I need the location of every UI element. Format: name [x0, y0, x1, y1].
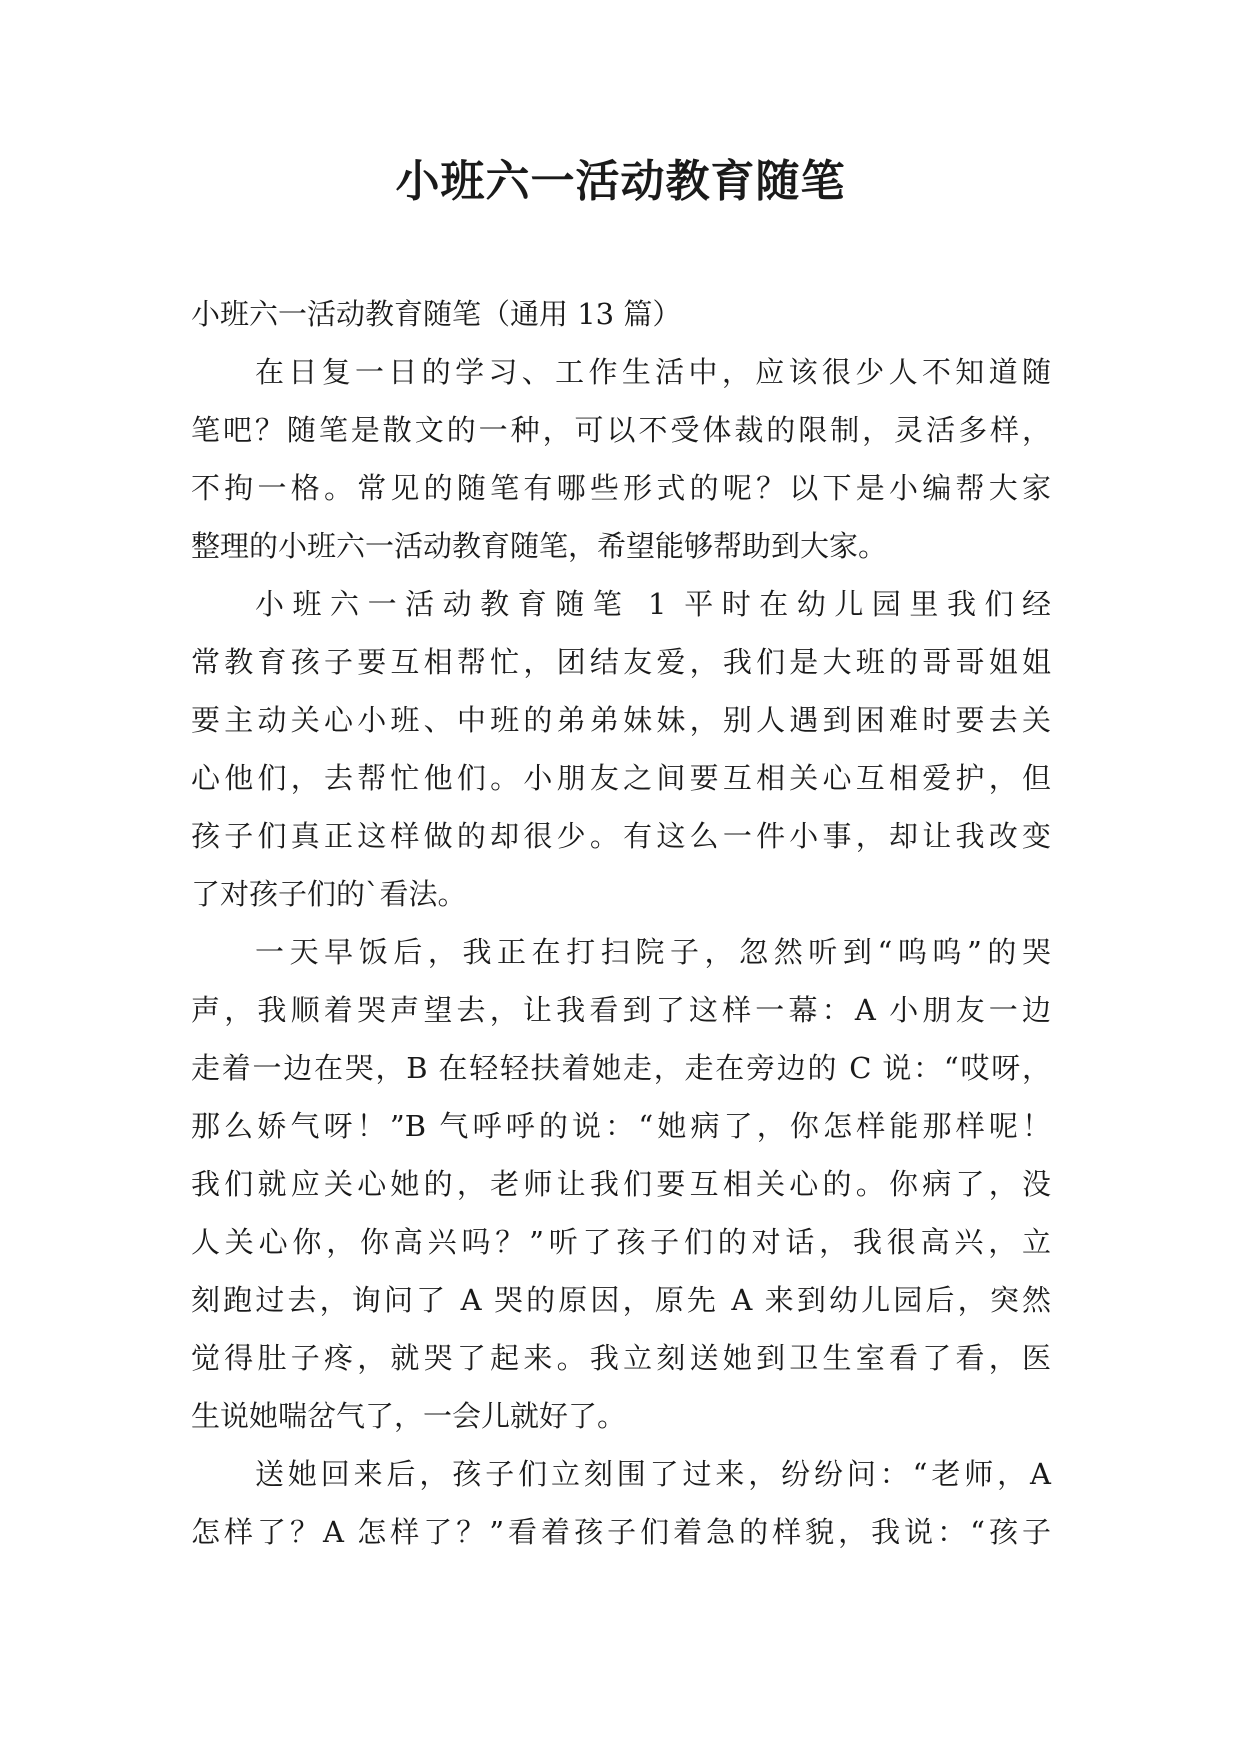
- text-line: 在日复一日的学习、工作生活中，应该很少人不知道随: [255, 355, 1051, 389]
- document-title: 小班六一活动教育随笔: [395, 156, 846, 207]
- text-line: 心他们，去帮忙他们。小朋友之间要互相关心互相爱护，但: [191, 761, 1051, 795]
- text-line: 刻跑过去，询问了 A 哭的原因，原先 A 来到幼儿园后，突然: [191, 1283, 1051, 1317]
- text-line: 觉得肚子疼，就哭了起来。我立刻送她到卫生室看了看，医: [191, 1341, 1051, 1375]
- text-line: 不拘一格。常见的随笔有哪些形式的呢？以下是小编帮大家: [191, 471, 1051, 505]
- text-line: 走着一边在哭，B 在轻轻扶着她走，走在旁边的 C 说：“哎呀，: [191, 1051, 1051, 1085]
- text-line: 声，我顺着哭声望去，让我看到了这样一幕：A 小朋友一边: [191, 993, 1051, 1027]
- text-line: 人关心你，你高兴吗？”听了孩子们的对话，我很高兴，立: [191, 1225, 1051, 1259]
- text-line: 生说她喘岔气了，一会儿就好了。: [191, 1399, 627, 1433]
- text-line: 小班六一活动教育随笔（通用 13 篇）: [191, 297, 682, 331]
- text-line: 孩子们真正这样做的却很少。有这么一件小事，却让我改变: [191, 819, 1051, 853]
- text-line: 怎样了？A 怎样了？”看着孩子们着急的样貌，我说：“孩子: [191, 1515, 1051, 1549]
- text-line: 常教育孩子要互相帮忙，团结友爱，我们是大班的哥哥姐姐: [191, 645, 1051, 679]
- text-line: 整理的小班六一活动教育随笔，希望能够帮助到大家。: [191, 529, 888, 563]
- text-line: 小班六一活动教育随笔 1 平时在幼儿园里我们经: [255, 587, 1051, 621]
- text-line: 要主动关心小班、中班的弟弟妹妹，别人遇到困难时要去关: [191, 703, 1051, 737]
- document-body: [191, 285, 1051, 1561]
- text-line: 一天早饭后，我正在打扫院子，忽然听到“呜呜”的哭: [255, 935, 1051, 969]
- text-line: 我们就应关心她的，老师让我们要互相关心的。你病了，没: [191, 1167, 1051, 1201]
- text-line: 了对孩子们的`看法。: [191, 877, 467, 911]
- text-line: 笔吧？随笔是散文的一种，可以不受体裁的限制，灵活多样，: [191, 413, 1051, 447]
- text-line: 送她回来后，孩子们立刻围了过来，纷纷问：“老师，A: [255, 1457, 1051, 1491]
- text-line: 那么娇气呀！”B 气呼呼的说：“她病了，你怎样能那样呢！: [191, 1109, 1051, 1143]
